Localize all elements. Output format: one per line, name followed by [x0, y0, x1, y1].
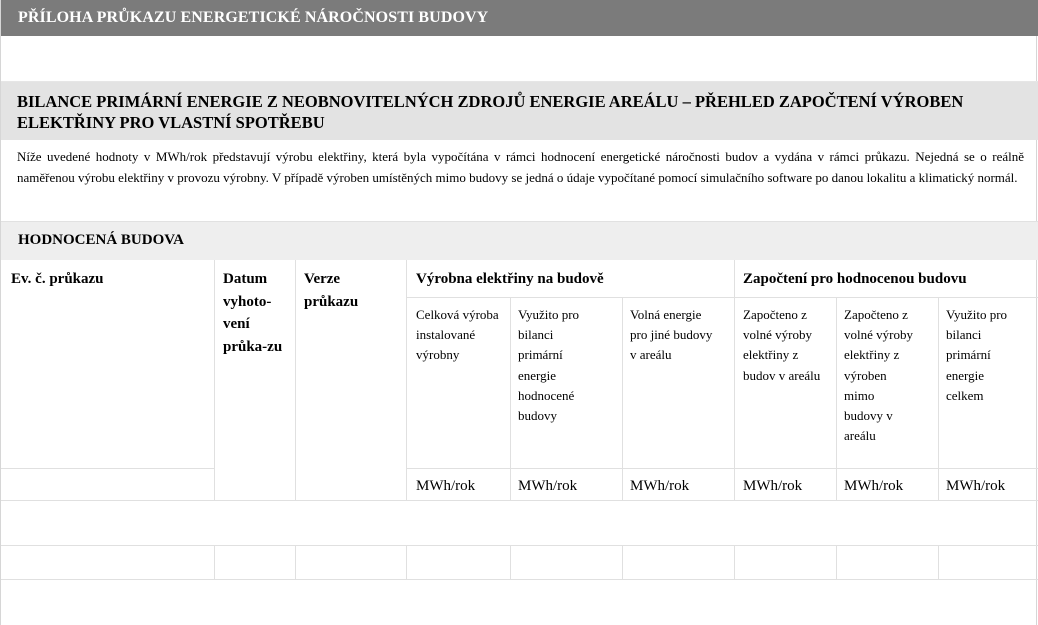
subcol-celkova-vyroba: Celková výroba instalované výrobny — [416, 307, 499, 363]
subsection-title-bar — [1, 222, 1038, 260]
blank-row — [1, 36, 1038, 82]
unit-label: MWh/rok — [743, 478, 803, 494]
unit-label: MWh/rok — [844, 478, 904, 494]
subcol-zapocteno-budovy: Započteno z volné výroby elektřiny z budov v areálu — [743, 307, 821, 383]
section-title-bar — [1, 82, 1038, 140]
section-description: Níže uvedené hodnoty v MWh/rok představují výrobu elektřiny, která byla vypočítána v rámci hodnocení energetické náročnosti budov a vydána v rámci průkazu. Nejedná se o reálně naměřenou výrobu elektřiny v provozu výrobny. V případě výroben umístěných mimo budovy se jedná o údaje vypočítané pomocí simulačního software po danou lokalitu a klimatický normál. — [17, 149, 1024, 185]
col-header-datum: Datum vyhoto-vení průka-zu — [223, 271, 283, 355]
document-header-bar — [1, 0, 1038, 36]
table-data-row — [1, 546, 1038, 579]
group-header-vyrobna: Výrobna elektřiny na budově — [416, 271, 604, 287]
col-header-verze: Verze průkazu — [304, 271, 359, 310]
col-header-ev-number: Ev. č. průkazu — [11, 271, 104, 287]
section-description-box — [1, 140, 1038, 222]
subsection-title: HODNOCENÁ BUDOVA — [18, 232, 184, 248]
section-title: BILANCE PRIMÁRNÍ ENERGIE Z NEOBNOVITELNÝCH ZDROJŮ ENERGIE AREÁLU – PŘEHLED ZAPOČTENÍ VÝROBEN ELEKTŘINY PRO VLASTNÍ SPOTŘEBU — [17, 92, 964, 132]
subcol-vyuzito-budova: Využito pro bilanci primární energie hodnocené budovy — [518, 307, 580, 424]
unit-label: MWh/rok — [946, 478, 1006, 494]
group-header-zapocteni: Započtení pro hodnocenou budovu — [743, 271, 967, 287]
table-empty-row — [1, 501, 1038, 545]
subcol-vyuzito-celkem: Využito pro bilanci primární energie celkem — [946, 307, 1008, 403]
unit-label: MWh/rok — [630, 478, 690, 494]
unit-label: MWh/rok — [416, 478, 476, 494]
subcol-volna-energie: Volná energie pro jiné budovy v areálu — [630, 307, 713, 363]
document-header-title: PŘÍLOHA PRŮKAZU ENERGETICKÉ NÁROČNOSTI BUDOVY — [18, 9, 489, 26]
subcol-zapocteno-vyrobny: Započteno z volné výroby elektřiny z výroben mimo budovy v areálu — [844, 307, 913, 444]
unit-label: MWh/rok — [518, 478, 578, 494]
